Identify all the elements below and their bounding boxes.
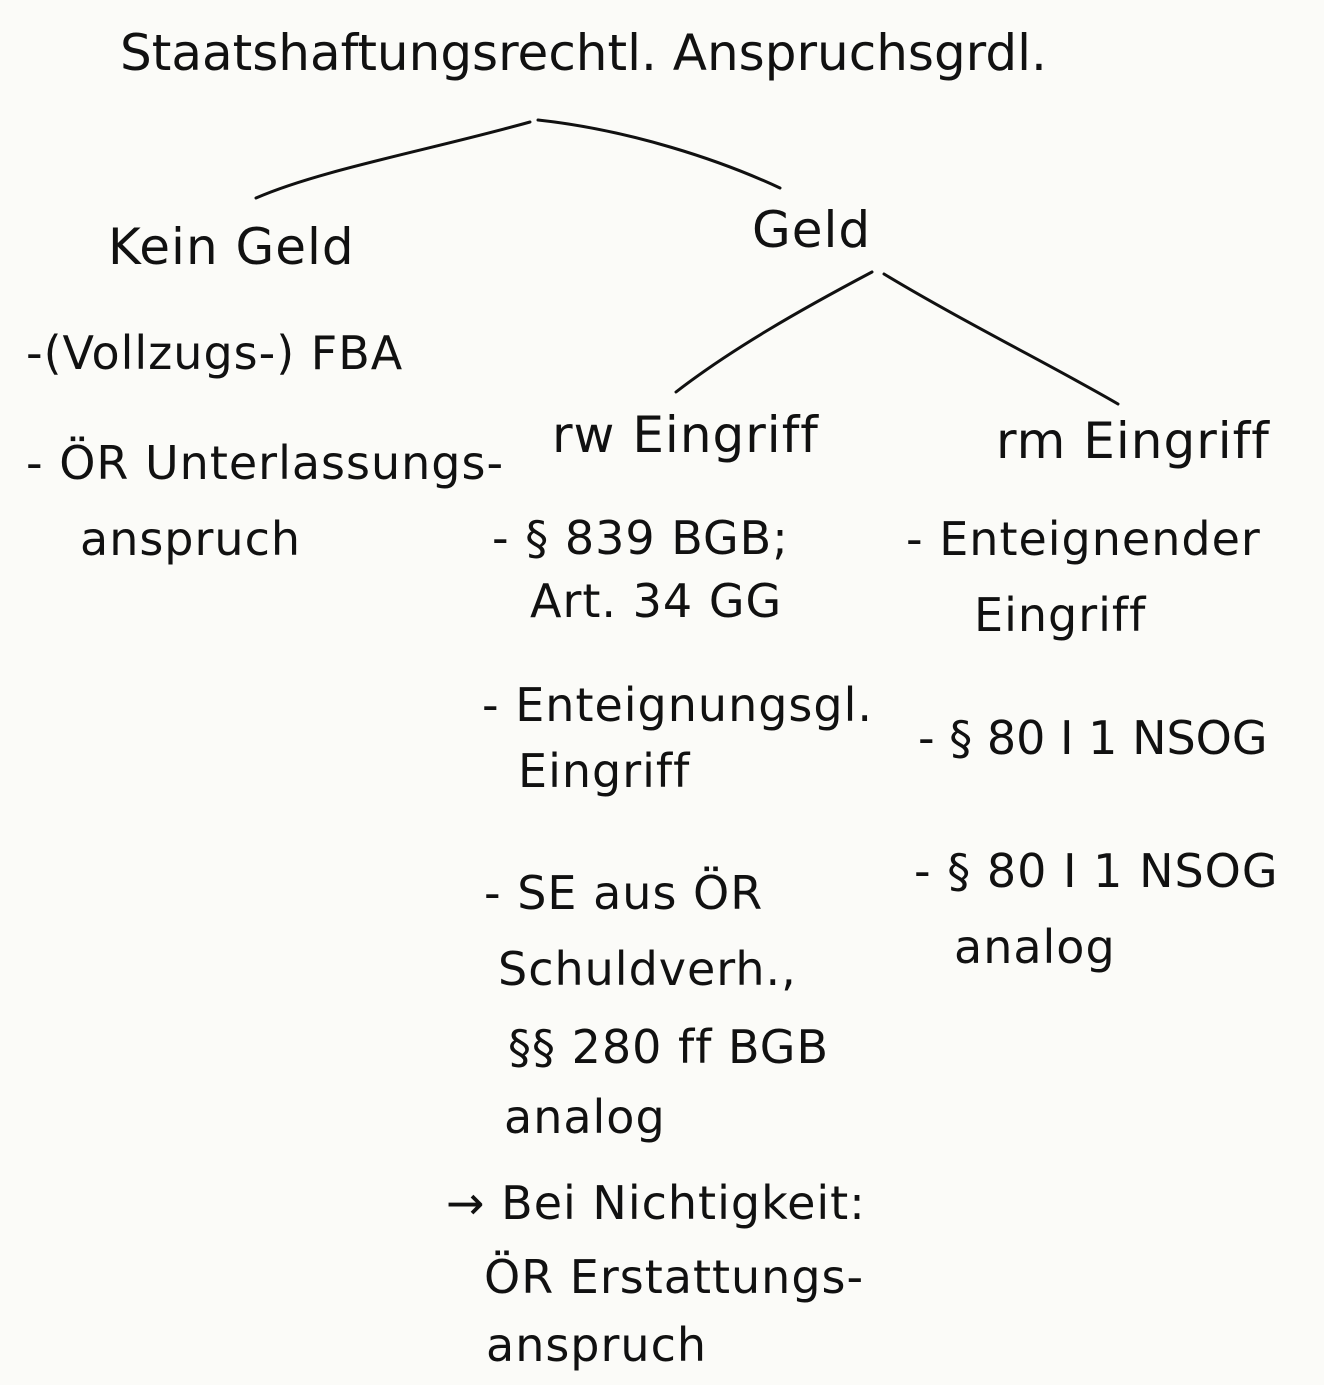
kein-geld-item-fba: -(Vollzugs-) FBA bbox=[26, 326, 404, 380]
rw-item-839-line-1: - § 839 BGB; bbox=[492, 511, 789, 565]
node-rw-eingriff: rw Eingriff bbox=[552, 406, 819, 464]
connector-title-to-geld bbox=[538, 120, 780, 188]
connector-geld-to-rm bbox=[884, 274, 1118, 404]
connector-title-to-kein-geld bbox=[256, 122, 530, 198]
rm-item-nsog: - § 80 I 1 NSOG bbox=[918, 711, 1268, 765]
node-rm-eingriff: rm Eingriff bbox=[996, 412, 1270, 470]
rw-item-839-line-2: Art. 34 GG bbox=[530, 574, 783, 628]
rw-item-se-line-3: §§ 280 ff BGB bbox=[508, 1020, 830, 1074]
rw-item-se-line-4: analog bbox=[504, 1090, 666, 1144]
connector-geld-to-rw bbox=[676, 272, 872, 392]
diagram-title: Staatshaftungsrechtl. Anspruchsgrdl. bbox=[120, 24, 1047, 82]
rw-item-enteignungsgl-line-2: Eingriff bbox=[518, 744, 691, 798]
rw-item-se-line-1: - SE aus ÖR bbox=[484, 866, 764, 920]
kein-geld-item-unterlassung-line-1: - ÖR Unterlassungs- bbox=[26, 436, 505, 490]
rw-item-nichtigkeit-line-1: → Bei Nichtigkeit: bbox=[446, 1176, 866, 1230]
kein-geld-item-unterlassung-line-2: anspruch bbox=[80, 512, 302, 566]
rm-item-enteignender-line-1: - Enteignender bbox=[906, 512, 1261, 566]
rw-item-nichtigkeit-line-3: anspruch bbox=[486, 1318, 708, 1372]
node-kein-geld: Kein Geld bbox=[108, 218, 355, 276]
rm-item-nsog-analog-line-1: - § 80 I 1 NSOG bbox=[914, 844, 1279, 898]
rm-item-nsog-analog-line-2: analog bbox=[954, 920, 1116, 974]
rw-item-se-line-2: Schuldverh., bbox=[498, 942, 797, 996]
rw-item-enteignungsgl-line-1: - Enteignungsgl. bbox=[482, 678, 873, 732]
rw-item-nichtigkeit-line-2: ÖR Erstattungs- bbox=[484, 1250, 865, 1304]
rm-item-enteignender-line-2: Eingriff bbox=[974, 588, 1147, 642]
node-geld: Geld bbox=[752, 201, 872, 259]
